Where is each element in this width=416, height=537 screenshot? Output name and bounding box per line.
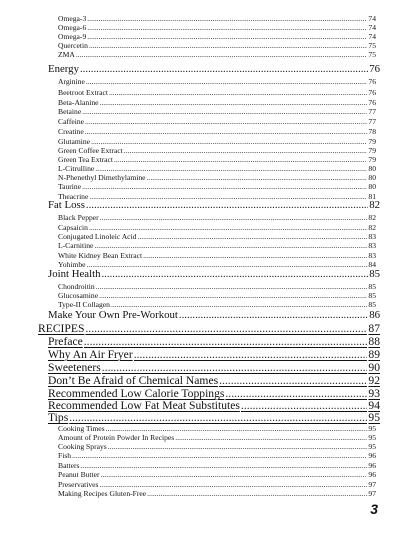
toc-entry-title: ZMA [58, 50, 75, 59]
toc-entry [58, 241, 376, 250]
toc-entry-title: Black Pepper [58, 213, 99, 222]
toc-entry [58, 117, 376, 126]
toc-entry-page: 92 [368, 374, 380, 387]
toc-entry [58, 155, 376, 164]
toc-entry [58, 50, 376, 59]
toc-entry-page: 83 [368, 241, 376, 250]
toc-entry-title: RECIPES [38, 322, 85, 335]
toc-entry [48, 199, 380, 211]
toc-entry-title: Make Your Own Pre-Workout [48, 309, 178, 321]
toc-entry [58, 232, 376, 241]
toc-entry-title: Recommended Low Calorie Toppings [48, 387, 225, 400]
toc-entry-title: Yohimbe [58, 260, 86, 269]
dot-leader [101, 268, 368, 280]
toc-entry-title: Beetroot Extract [58, 88, 108, 97]
toc-entry-page: 83 [368, 232, 376, 241]
toc-entry [58, 173, 376, 182]
page-number: 3 [370, 501, 378, 517]
dot-leader [89, 41, 367, 50]
toc-entry [58, 127, 376, 136]
toc-entry-title: Preface [48, 335, 83, 348]
toc-entry-title: Fish [58, 451, 72, 460]
dot-leader [179, 309, 368, 321]
dot-leader [86, 199, 368, 211]
toc-entry-title: Arginine [58, 77, 85, 86]
toc-entry-page: 82 [368, 223, 376, 232]
dot-leader [100, 213, 368, 222]
toc-entry [58, 433, 376, 442]
toc-entry-page: 95 [368, 411, 380, 424]
toc-entry-page: 74 [368, 32, 376, 41]
toc-entry-page: 90 [368, 361, 380, 374]
toc-entry-page: 74 [368, 14, 376, 23]
toc-entry-title: Don’t Be Afraid of Chemical Names [48, 374, 219, 387]
dot-leader [106, 424, 368, 433]
toc-entry-page: 85 [368, 300, 376, 309]
toc-entry-page: 77 [368, 117, 376, 126]
dot-leader [76, 50, 368, 59]
toc-entry [58, 480, 376, 489]
toc-entry-title: Joint Health [48, 268, 101, 280]
toc-entry-title: Energy [48, 63, 79, 75]
toc-entry [48, 348, 380, 361]
dot-leader [109, 88, 367, 97]
dot-leader [147, 173, 368, 182]
toc-entry [58, 146, 376, 155]
toc-entry [58, 424, 376, 433]
dot-leader [137, 232, 367, 241]
toc-entry [58, 461, 376, 470]
toc-entry-page: 76 [368, 77, 376, 86]
toc-entry [58, 282, 376, 291]
dot-leader [82, 182, 367, 191]
toc-entry [48, 63, 380, 75]
toc-entry [58, 98, 376, 107]
dot-leader [108, 442, 368, 451]
toc-entry-page: 85 [368, 291, 376, 300]
toc-entry [48, 374, 380, 387]
dot-leader [100, 480, 368, 489]
dot-leader [87, 23, 367, 32]
toc-entry [58, 213, 376, 222]
dot-leader [219, 374, 367, 387]
toc-entry-page: 96 [368, 461, 376, 470]
toc-entry-page: 76 [368, 98, 376, 107]
toc-entry-page: 75 [368, 50, 376, 59]
toc-entry-title: Making Recipes Gluten-Free [58, 489, 147, 498]
toc-entry-title: Chondroitin [58, 282, 95, 291]
toc-entry [48, 411, 380, 424]
toc-entry-title: Sweeteners [48, 361, 101, 374]
dot-leader [147, 489, 367, 498]
toc-entry-title: Omega-9 [58, 32, 87, 41]
dot-leader [87, 32, 367, 41]
toc-entry-page: 86 [369, 309, 380, 321]
dot-leader [94, 241, 367, 250]
toc-entry-page: 84 [368, 260, 376, 269]
toc-entry [58, 223, 376, 232]
toc-entry-page: 80 [368, 164, 376, 173]
toc-entry-title: Theacrine [58, 192, 89, 201]
dot-leader [101, 470, 368, 479]
toc-entry-title: L-Carnitine [58, 241, 94, 250]
toc-entry-page: 82 [368, 213, 376, 222]
toc-entry-title: N-Phenethyl Dimethylamine [58, 173, 146, 182]
toc-entry-page: 76 [369, 63, 380, 75]
toc-entry-title: Conjugated Linoleic Acid [58, 232, 137, 241]
toc-entry-page: 76 [368, 88, 376, 97]
toc-entry-page: 85 [368, 282, 376, 291]
dot-leader [89, 223, 367, 232]
toc-entry-title: Quercetin [58, 41, 88, 50]
toc-entry-page: 95 [368, 433, 376, 442]
toc-entry-title: White Kidney Bean Extract [58, 251, 143, 260]
dot-leader [85, 127, 368, 136]
toc-entry-page: 95 [368, 442, 376, 451]
dot-leader [96, 282, 368, 291]
toc-entry [58, 32, 376, 41]
toc-entry [58, 77, 376, 86]
toc-entry-title: Cooking Sprays [58, 442, 107, 451]
toc-entry [58, 41, 376, 50]
toc-entry [58, 137, 376, 146]
toc-entry-page: 74 [368, 23, 376, 32]
toc-entry-title: Omega-6 [58, 23, 87, 32]
toc-entry-page: 79 [368, 137, 376, 146]
dot-leader [111, 300, 367, 309]
toc-entry-title: Tips [48, 411, 69, 424]
toc-entry-page: 85 [369, 268, 380, 280]
toc-entry [58, 470, 376, 479]
toc-entry-page: 89 [368, 348, 380, 361]
dot-leader [102, 361, 368, 374]
toc-entry-title: Green Tea Extract [58, 155, 113, 164]
toc-entry-title: Omega-3 [58, 14, 87, 23]
toc-entry-page: 80 [368, 173, 376, 182]
toc-entry-page: 96 [368, 470, 376, 479]
toc-entry-title: Cooking Times [58, 424, 105, 433]
toc-entry-page: 83 [368, 251, 376, 260]
toc-entry-page: 95 [368, 424, 376, 433]
toc-entry-title: Beta-Alanine [58, 98, 99, 107]
toc-entry [58, 164, 376, 173]
dot-leader [99, 98, 367, 107]
toc-entry-title: L-Citrulline [58, 164, 95, 173]
toc-entry [58, 14, 376, 23]
toc-entry [58, 451, 376, 460]
toc-entry-page: 87 [368, 322, 380, 335]
toc-entry [58, 300, 376, 309]
toc-entry [58, 23, 376, 32]
dot-leader [87, 14, 367, 23]
toc-entry-page: 88 [368, 335, 380, 348]
toc-entry-title: Betaine [58, 107, 82, 116]
toc-entry [58, 442, 376, 451]
dot-leader [175, 433, 367, 442]
dot-leader [143, 251, 367, 260]
toc-entry-page: 96 [368, 451, 376, 460]
toc-entry [58, 251, 376, 260]
dot-leader [80, 63, 368, 75]
toc-entry-page: 79 [368, 155, 376, 164]
dot-leader [69, 411, 367, 424]
toc-entry-title: Amount of Protein Powder In Recipes [58, 433, 175, 442]
toc-entry [58, 489, 376, 498]
toc-entry-title: Recommended Low Fat Meat Substitutes [48, 399, 240, 412]
toc-entry-page: 97 [368, 480, 376, 489]
dot-leader [82, 107, 367, 116]
dot-leader [86, 77, 368, 86]
toc-entry-title: Why An Air Fryer [48, 348, 133, 361]
toc-entry-title: Glucosamine [58, 291, 99, 300]
dot-leader [95, 164, 367, 173]
toc-entry-title: Creatine [58, 127, 84, 136]
dot-leader [114, 155, 367, 164]
toc-entry-title: Taurine [58, 182, 82, 191]
toc-entry-title: Caffeine [58, 117, 85, 126]
toc-entry [58, 291, 376, 300]
toc-entry [58, 182, 376, 191]
dot-leader [72, 451, 367, 460]
dot-leader [81, 461, 368, 470]
dot-leader [91, 137, 367, 146]
toc-entry [48, 268, 380, 280]
toc-entry-title: Capsaicin [58, 223, 88, 232]
toc-entry-title: Fat Loss [48, 199, 85, 211]
toc-entry-title: Peanut Butter [58, 470, 100, 479]
toc-entry [58, 107, 376, 116]
toc-entry-page: 78 [368, 127, 376, 136]
toc-entry [38, 322, 380, 335]
toc-entry-page: 82 [369, 199, 380, 211]
dot-leader [85, 322, 367, 335]
dot-leader [84, 335, 368, 348]
toc-entry-page: 94 [368, 399, 380, 412]
toc-entry-title: Green Coffee Extract [58, 146, 123, 155]
dot-leader [99, 291, 367, 300]
dot-leader [124, 146, 368, 155]
dot-leader [85, 117, 367, 126]
toc-entry [48, 309, 380, 321]
toc-entry-page: 77 [368, 107, 376, 116]
toc-entry [48, 361, 380, 374]
toc-entry-page: 93 [368, 387, 380, 400]
toc-entry-page: 75 [368, 41, 376, 50]
toc-entry-title: Glutamine [58, 137, 91, 146]
toc-entry-title: Type-II Collagen [58, 300, 110, 309]
toc-entry-page: 97 [368, 489, 376, 498]
toc-entry [58, 88, 376, 97]
toc-entry-page: 79 [368, 146, 376, 155]
toc-entry [48, 335, 380, 348]
dot-leader [134, 348, 368, 361]
toc-entry-title: Batters [58, 461, 80, 470]
toc-entry-title: Preservatives [58, 480, 99, 489]
toc-entry-page: 81 [368, 192, 376, 201]
toc-entry-page: 80 [368, 182, 376, 191]
